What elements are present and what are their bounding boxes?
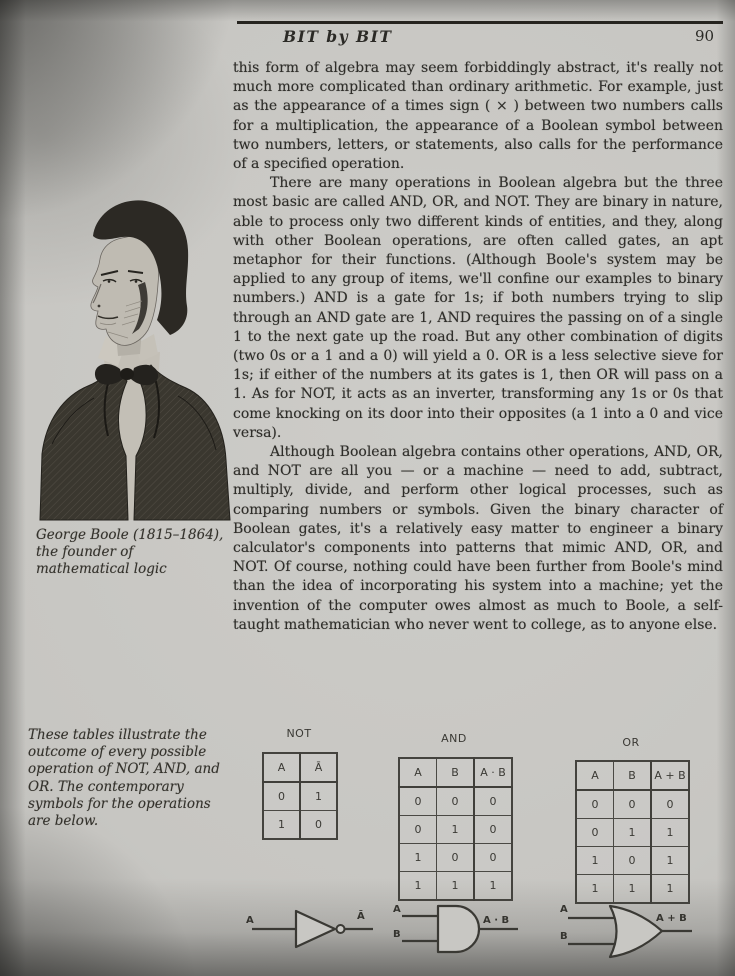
truth-table-not	[262, 752, 338, 840]
truth-table-or-title: OR	[622, 736, 640, 749]
table-header-cell: Ā	[300, 753, 337, 782]
body-paragraph-1: this form of algebra may seem forbiddingly abstract, it's really not much more complicated than ordinary arithmetic. For example, just as the appearance of a times sign ( × ) between two numbers calls for a multiplication, the appearance of a Boolean symbol between two numbers, letters, or statements, also calls for the performance of a specified operation.	[233, 60, 723, 173]
portrait-caption: George Boole (1815–1864), the founder of mathematical logic	[36, 527, 224, 578]
table-cell: 1	[263, 811, 300, 840]
table-header-cell: A + B	[651, 761, 689, 790]
truth-table-and	[398, 757, 513, 901]
header-rule	[237, 21, 723, 24]
table-cell: 0	[651, 790, 689, 819]
gate-input-label: B	[560, 931, 568, 942]
table-cell: 1	[474, 872, 512, 901]
body-paragraph-3: Although Boolean algebra contains other operations, AND, OR, and NOT are all you — or a machine — need to add, subtract, multiply, divide, and perform other logical processes, such as comparing numbers or symbols. Given the binary character of Boolean gates, it's a relatively easy matter to engineer a binary calculator's components into patterns that mimic AND, OR, and NOT. Of course, nothing could have been further from Boole's mind than the idea of incorporating his system into a machine; yet the invention of the computer owes almost as much to Boole, a self-taught mathematician who never went to college, as to anyone else.	[233, 444, 723, 633]
table-header-cell: A	[399, 758, 437, 787]
table-cell: 0	[437, 844, 475, 872]
table-header-cell: B	[614, 761, 652, 790]
table-cell: 0	[474, 816, 512, 844]
table-cell: 0	[399, 787, 437, 816]
table-cell: 0	[437, 787, 475, 816]
and-gate-diagram	[390, 898, 522, 962]
table-header-cell: A	[263, 753, 300, 782]
tables-caption: These tables illustrate the outcome of every possible operation of NOT, AND, and OR. The contemporary symbols for the operations are below.	[28, 727, 220, 830]
or-gate-diagram	[556, 898, 698, 966]
table-header-cell: B	[437, 758, 475, 787]
truth-table-and-title: AND	[441, 732, 467, 745]
table-header-cell: A · B	[474, 758, 512, 787]
table-cell: 1	[399, 844, 437, 872]
running-head: BIT by BIT	[283, 27, 393, 46]
table-cell: 0	[576, 790, 614, 819]
page-number: 90	[695, 27, 715, 45]
george-boole-portrait	[38, 188, 232, 522]
gate-output-label: Ā	[357, 911, 365, 922]
truth-table-or	[575, 760, 690, 904]
truth-table-not-title: NOT	[286, 727, 312, 740]
table-cell: 0	[614, 790, 652, 819]
table-cell: 0	[576, 819, 614, 847]
table-cell: 1	[437, 872, 475, 901]
table-cell: 0	[474, 787, 512, 816]
table-cell: 1	[651, 875, 689, 904]
gate-input-label: A	[246, 915, 254, 926]
table-header-cell: A	[576, 761, 614, 790]
gate-output-label: A + B	[656, 913, 687, 924]
table-cell: 1	[399, 872, 437, 901]
gate-output-label: A · B	[483, 915, 510, 926]
gate-input-label: A	[560, 904, 568, 915]
gate-input-label: A	[393, 904, 401, 915]
table-cell: 1	[651, 847, 689, 875]
table-cell: 0	[614, 847, 652, 875]
table-cell: 1	[300, 782, 337, 811]
table-cell: 0	[300, 811, 337, 840]
table-cell: 1	[614, 819, 652, 847]
gate-input-label: B	[393, 929, 401, 940]
not-gate-diagram	[240, 898, 380, 958]
table-cell: 0	[474, 844, 512, 872]
table-cell: 1	[437, 816, 475, 844]
body-paragraph-2: There are many operations in Boolean algebra but the three most basic are called AND, OR, and NOT. They are binary in nature, able to process only two different kinds of entities, and they, along with other Boolean operations, are often called gates, an apt metaphor for their functions. (Although Boole's system may be applied to any group of items, we'll confine our examples to binary numbers.) AND is a gate for 1s; if both numbers trying to slip through an AND gate are 1, AND requires the passing on of a single 1 to the next gate up the road. But any other combination of digits (two 0s or a 1 and a 0) will yield a 0. OR is a less selective sieve for 1s; if either of the numbers at its gates is 1, then OR will pass on a 1. As for NOT, it acts as an inverter, transforming any 1s or 0s that come knocking on its door into their opposites (a 1 into a 0 and vice versa).	[233, 175, 723, 441]
table-cell: 1	[576, 875, 614, 904]
table-cell: 1	[614, 875, 652, 904]
table-cell: 1	[576, 847, 614, 875]
table-cell: 0	[399, 816, 437, 844]
table-cell: 0	[263, 782, 300, 811]
table-cell: 1	[651, 819, 689, 847]
body-text-column	[233, 59, 723, 635]
